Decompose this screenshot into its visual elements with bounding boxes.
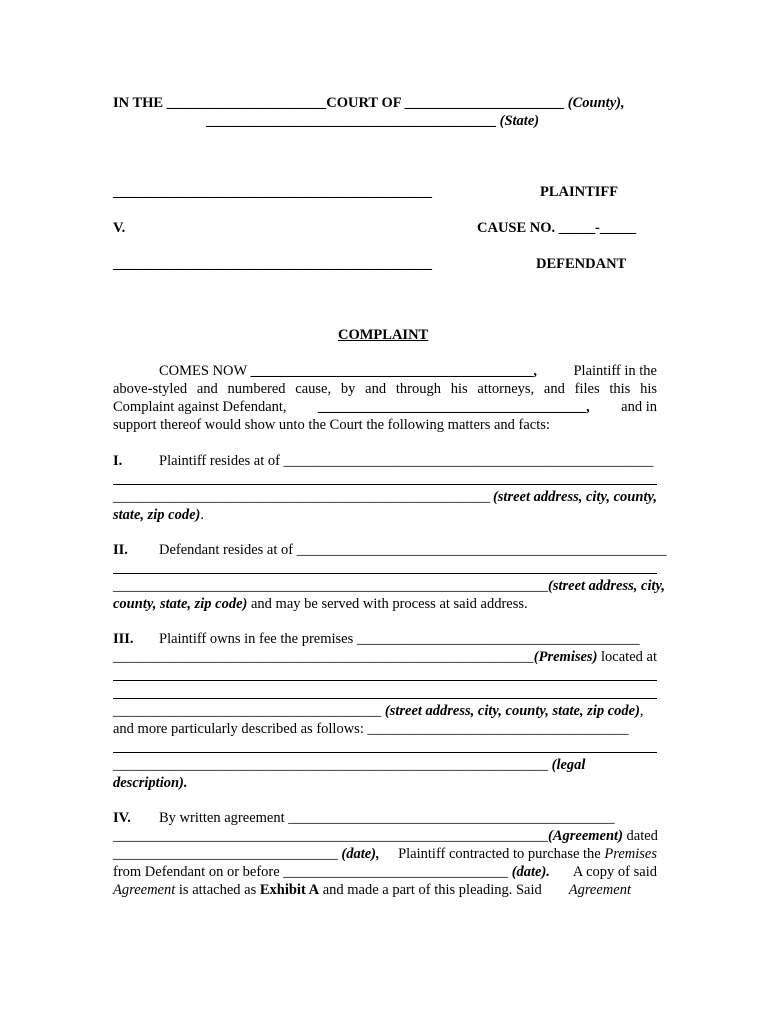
attached-as-text: is attached as (178, 882, 257, 898)
plaintiff-label: PLAINTIFF (540, 184, 619, 200)
exhibit-a-label: Exhibit A (259, 882, 320, 898)
date-label-2: (date). (511, 864, 550, 880)
section-3-number: III. (113, 631, 134, 647)
section-4-line-4 (113, 863, 657, 881)
section-3-line-6: and more particularly described as follows: ____________________________________ (113, 721, 629, 737)
premises-ref: Premises (604, 846, 657, 862)
section-1-address-blank: ____________________________________________________ (113, 489, 490, 505)
plaintiff-name-blank: _______________________________________, (250, 363, 537, 379)
section-1-period: . (200, 507, 205, 523)
contracted-text: Plaintiff contracted to purchase the (398, 846, 601, 862)
section-4-line-5 (113, 881, 631, 899)
plaintiff-blank: ____________________________________________ (113, 184, 432, 200)
comes-now-text: COMES NOW (159, 363, 247, 379)
court-caption-line (113, 94, 625, 112)
section-3-text: Plaintiff owns in fee the premises _______________________________________ (159, 631, 640, 647)
section-2-line-3 (113, 577, 666, 595)
cause-number: CAUSE NO. _____-_____ (477, 220, 637, 236)
intro-line-1 (113, 362, 657, 380)
court-caption-text: IN THE ______________________COURT OF ______________________ (113, 95, 565, 111)
versus-label: V. (113, 220, 126, 236)
section-2-address-label: (street address, city, (548, 578, 666, 594)
section-4-line-3 (113, 845, 657, 863)
section-3-blank-line-1 (113, 680, 657, 681)
section-1-address-label-cont: state, zip code) (113, 507, 201, 523)
county-label: (County), (567, 95, 625, 111)
complaint-against-text: Complaint against Defendant, (113, 399, 287, 415)
state-caption-line (206, 112, 539, 130)
section-2-number: II. (113, 542, 128, 558)
section-1-line-4 (113, 506, 204, 524)
state-blank: ________________________________________ (206, 113, 496, 129)
located-at-text: located at (601, 649, 657, 665)
section-4-text: By written agreement _____________________________________________ (159, 810, 615, 826)
section-2-service-text: and may be served with process at said address. (251, 596, 528, 612)
agreement-ref-2: Agreement (568, 882, 631, 898)
copy-of-said-text: A copy of said (572, 864, 657, 880)
section-1-address-label: (street address, city, county, (492, 489, 657, 505)
section-3-line-5 (113, 702, 644, 720)
legal-label: (legal (551, 757, 586, 773)
intro-line-2: above-styled and numbered cause, by and through his attorneys, and files this his (113, 381, 657, 397)
date-blank-1: _______________________________ (113, 846, 338, 862)
agreement-ref-1: Agreement (113, 882, 176, 898)
section-2-text: Defendant resides at of ___________________________________________________ (159, 542, 667, 558)
section-1-number: I. (113, 453, 123, 469)
defendant-label: DEFENDANT (536, 256, 627, 272)
section-3-blank-line-3 (113, 752, 657, 753)
state-label: (State) (499, 113, 540, 129)
premises-label: (Premises) (533, 649, 598, 665)
section-4-number: IV. (113, 810, 131, 826)
legal-description-blank: ____________________________________________________________ (113, 757, 548, 773)
agreement-blank: ____________________________________________________________ (113, 828, 548, 844)
section-1-text: Plaintiff resides at of ___________________________________________________ (159, 453, 654, 469)
section-1-blank-line (113, 484, 657, 485)
made-part-text: and made a part of this pleading. Said (322, 882, 542, 898)
section-3-line-8 (113, 756, 585, 774)
intro-line-4: support thereof would show unto the Court the following matters and facts: (113, 417, 550, 433)
defendant-name-blank: _____________________________________, (317, 399, 590, 415)
intro-line-3-end: and in (621, 399, 657, 415)
intro-line-3 (113, 398, 657, 416)
section-2-blank-line (113, 573, 657, 574)
section-2-address-label-cont: county, state, zip code) (113, 596, 248, 612)
section-3-premises-blank: __________________________________________________________ (113, 649, 534, 665)
section-1-line-3 (113, 488, 657, 506)
section-3-line-2 (113, 648, 657, 666)
section-3-address-blank: _____________________________________ (113, 703, 382, 719)
intro-line-1-end: Plaintiff in the (573, 363, 657, 379)
dated-text: dated (626, 828, 658, 844)
document-title: COMPLAINT (338, 327, 429, 343)
legal-description-label: description). (113, 775, 188, 791)
on-or-before-text: from Defendant on or before _______________________________ (113, 864, 509, 880)
section-2-address-blank: ____________________________________________________________ (113, 578, 548, 594)
section-4-line-2 (113, 827, 657, 845)
section-3-address-label: (street address, city, county, state, zip code) (384, 703, 640, 719)
defendant-blank: ____________________________________________ (113, 256, 432, 272)
section-3-blank-line-2 (113, 698, 657, 699)
date-label-1: (date), (341, 846, 380, 862)
section-2-line-4 (113, 595, 528, 613)
section-3-comma: , (639, 703, 644, 719)
agreement-label: (Agreement) (548, 828, 623, 844)
